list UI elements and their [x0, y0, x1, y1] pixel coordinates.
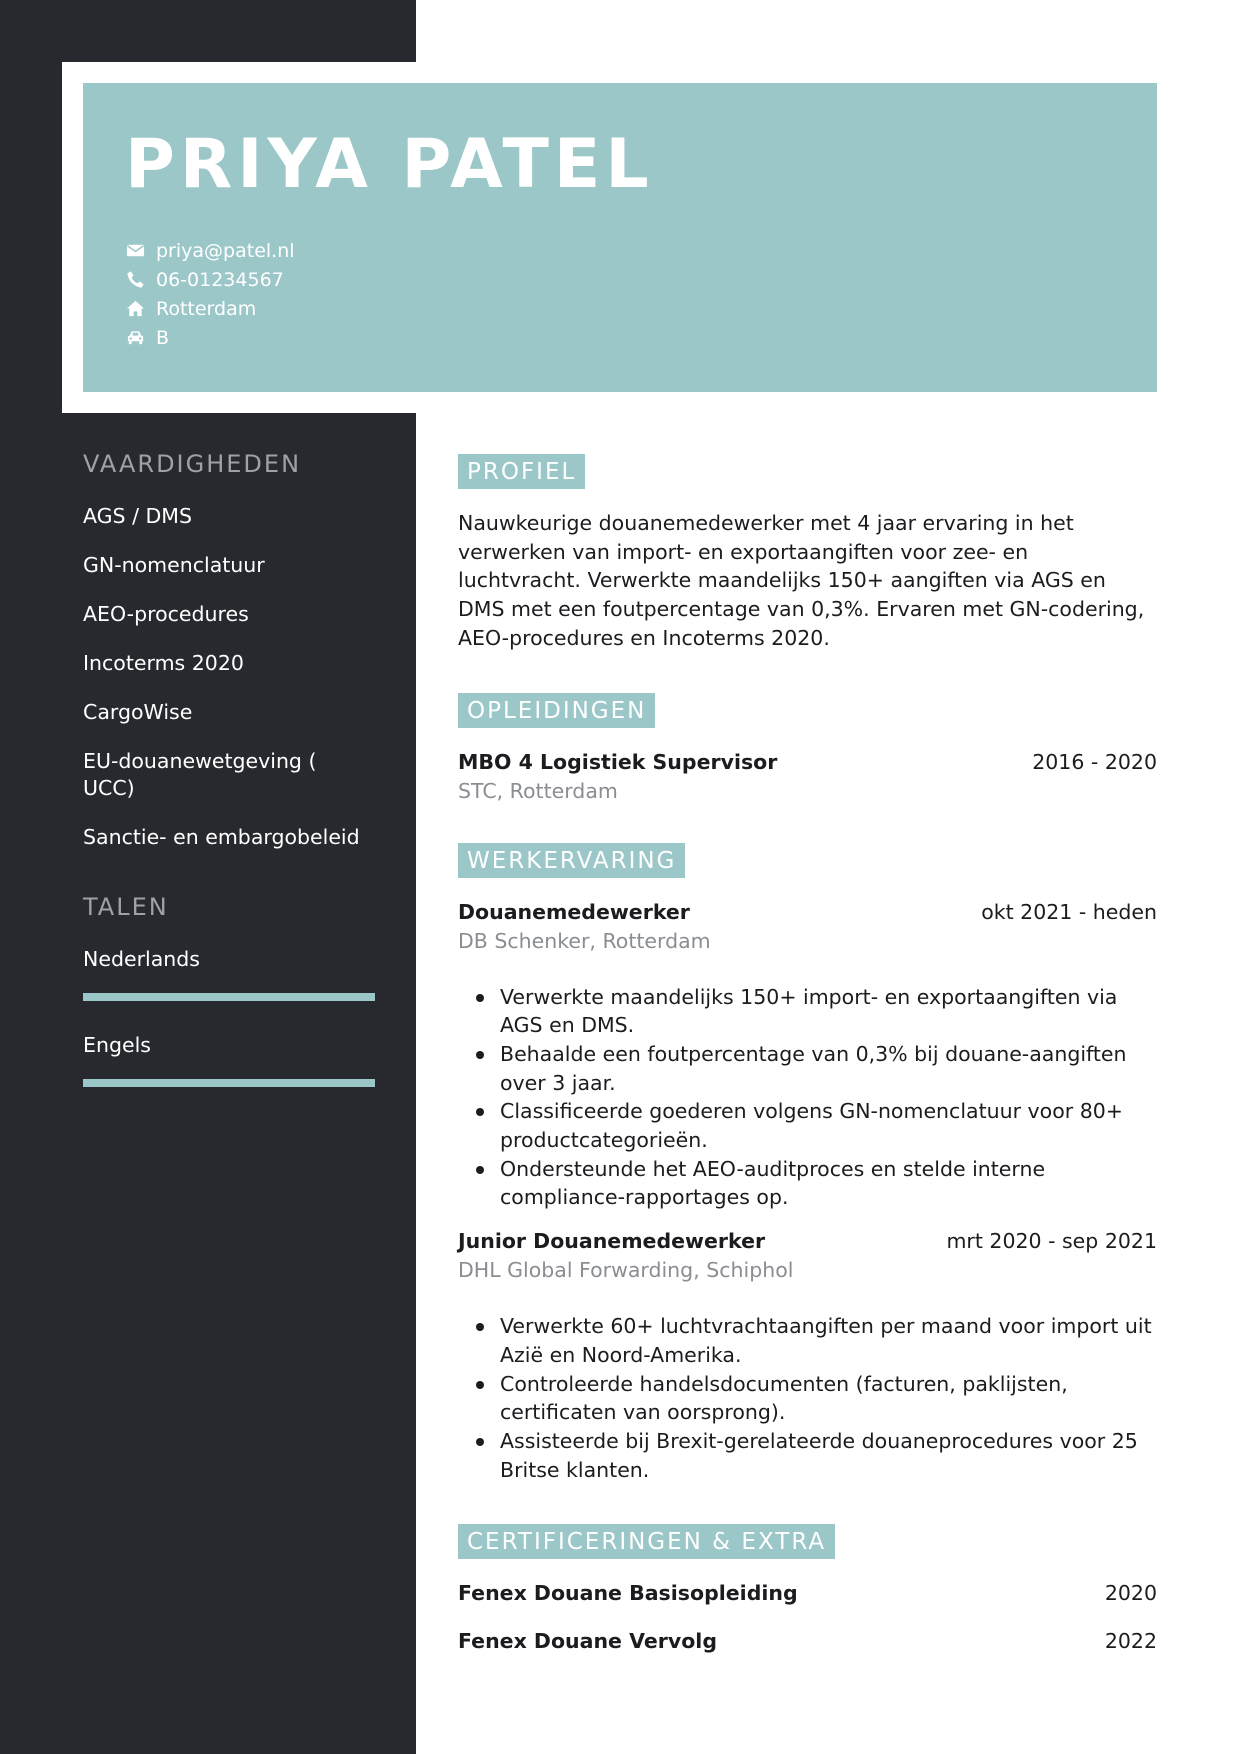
certification-year: 2022	[1104, 1629, 1157, 1654]
education-dates: 2016 - 2020	[1032, 749, 1157, 774]
language-level-fill	[83, 993, 375, 1001]
contact-phone	[125, 265, 295, 294]
job-bullets	[476, 983, 1157, 1213]
language-level-bar	[83, 993, 375, 1001]
certifications-heading: CERTIFICERINGEN & EXTRA	[458, 1524, 835, 1559]
languages-heading: TALEN	[83, 893, 169, 921]
list-item: Controleerde handelsdocumenten (facturen, paklijsten, certificaten van oorsprong).	[476, 1370, 1157, 1427]
languages-list	[83, 947, 383, 1087]
contact-city-text: Rotterdam	[156, 297, 257, 320]
certification-year: 2020	[1104, 1581, 1157, 1606]
list-item: Classificeerde goederen volgens GN-nomenclatuur voor 80+ productcategorieën.	[476, 1097, 1157, 1154]
language-name: Nederlands	[83, 947, 200, 971]
job-bullets	[476, 1312, 1157, 1484]
contact-email	[125, 236, 295, 265]
skill-item: AGS / DMS	[83, 504, 192, 528]
skills-list	[83, 503, 383, 851]
job-dates: okt 2021 - heden	[981, 899, 1157, 924]
certification-title: Fenex Douane Basisopleiding	[458, 1581, 798, 1606]
experience-heading: WERKERVARING	[458, 843, 685, 878]
experience-entry	[458, 1229, 1157, 1484]
skill-item: EU-douanewetgeving ( UCC)	[83, 749, 317, 800]
contact-email-text: priya@patel.nl	[156, 239, 295, 262]
contact-license	[125, 323, 295, 352]
certifications-section	[458, 1524, 1157, 1653]
language-level-bar	[83, 1079, 375, 1087]
contact-city	[125, 294, 295, 323]
sidebar-content	[83, 452, 383, 1119]
job-title: Douanemedewerker	[458, 899, 690, 924]
skills-heading: VAARDIGHEDEN	[83, 450, 302, 478]
certification-title: Fenex Douane Vervolg	[458, 1629, 718, 1654]
contact-list	[125, 236, 295, 352]
education-title: MBO 4 Logistiek Supervisor	[458, 749, 778, 774]
home-icon	[125, 299, 145, 319]
car-icon	[125, 328, 145, 348]
header	[83, 83, 1157, 392]
language-item	[83, 947, 383, 1001]
certification-entry	[458, 1581, 1157, 1605]
contact-phone-text: 06-01234567	[156, 268, 284, 291]
skill-item: Incoterms 2020	[83, 651, 244, 675]
education-institution: STC, Rotterdam	[458, 778, 618, 803]
language-level-fill	[83, 1079, 375, 1087]
experience-section	[458, 843, 1157, 1485]
skill-item: AEO-procedures	[83, 602, 249, 626]
language-item	[83, 1033, 383, 1087]
list-item: Assisteerde bij Brexit-gerelateerde douaneprocedures voor 25 Britse klanten.	[476, 1427, 1157, 1484]
certification-entry	[458, 1629, 1157, 1653]
job-title: Junior Douanemedewerker	[458, 1229, 766, 1254]
list-item: Ondersteunde het AEO-auditproces en stelde interne compliance-rapportages op.	[476, 1155, 1157, 1212]
phone-icon	[125, 270, 145, 290]
job-employer: DB Schenker, Rotterdam	[458, 928, 711, 953]
experience-entry	[458, 900, 1157, 1213]
profile-text: Nauwkeurige douanemedewerker met 4 jaar ervaring in het verwerken van import- en exportaangiften voor zee- en luchtvracht. Verwerkte maandelijks 150+ aangiften via AGS en DMS met een foutpercentage van 0,3%. Ervaren met GN-codering, AEO-procedures en Incoterms 2020.	[458, 511, 1145, 650]
language-name: Engels	[83, 1033, 151, 1057]
education-section	[458, 693, 1157, 803]
list-item: Verwerkte maandelijks 150+ import- en exportaangiften via AGS en DMS.	[476, 983, 1157, 1040]
envelope-icon	[125, 241, 145, 261]
list-item: Behaalde een foutpercentage van 0,3% bij douane-aangiften over 3 jaar.	[476, 1040, 1157, 1097]
education-heading: OPLEIDINGEN	[458, 693, 655, 728]
candidate-name: PRIYA PATEL	[125, 125, 654, 204]
job-dates: mrt 2020 - sep 2021	[946, 1229, 1157, 1254]
skill-item: GN-nomenclatuur	[83, 553, 265, 577]
profile-heading: PROFIEL	[458, 454, 585, 489]
list-item: Verwerkte 60+ luchtvrachtaangiften per maand voor import uit Azië en Noord-Amerika.	[476, 1312, 1157, 1369]
education-entry	[458, 750, 1157, 803]
contact-license-text: B	[156, 326, 170, 349]
skill-item: Sanctie- en embargobeleid	[83, 825, 360, 849]
job-employer: DHL Global Forwarding, Schiphol	[458, 1258, 794, 1283]
main-content	[458, 454, 1157, 1653]
skill-item: CargoWise	[83, 700, 193, 724]
